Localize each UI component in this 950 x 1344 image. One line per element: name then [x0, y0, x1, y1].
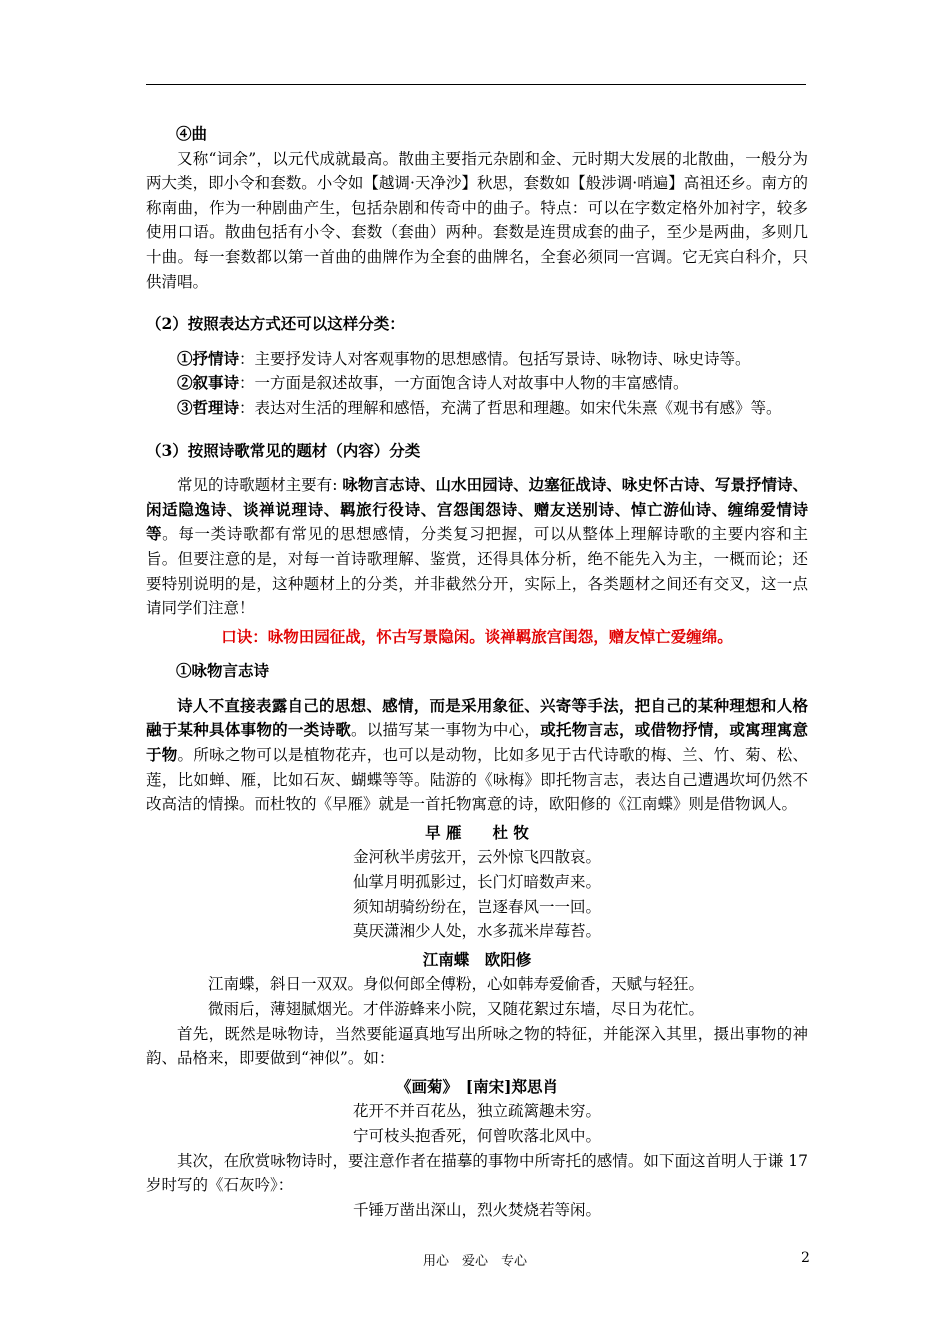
poem-line: 仙掌月明孤影过，长门灯暗数声来。 [352, 873, 601, 892]
yongwu-text-1: 。以描写某一事物为中心， [350, 721, 541, 740]
theme-paragraph [146, 473, 808, 621]
second-point-paragraph: 其次，在欣赏咏物诗时，要注意作者在描摹的事物中所寄托的感情。如下面这首明人于谦 17 岁时写的《石灰吟》： [146, 1151, 808, 1195]
list-item-text: ：表达对生活的理解和感悟，充满了哲思和理趣。如宋代朱熹《观书有感》等。 [239, 398, 782, 417]
yongwu-heading: ①咏物言志诗 [176, 661, 270, 681]
classify-2-heading: （2）按照表达方式还可以这样分类： [146, 314, 405, 334]
list-item-label: ②叙事诗 [177, 373, 240, 393]
poem-line: 宁可枝头抱香死，何曾吹落北风中。 [352, 1126, 601, 1145]
list-item-label: ③哲理诗 [177, 397, 240, 417]
theme-list: 咏物言志诗、山水田园诗、边塞征战诗、咏史怀古诗、写景抒情诗、闲适隐逸诗、谈禅说理诗、羁旅行役诗、宫怨闺怨诗、赠友送别诗、悼亡游仙诗、缠绵爱情诗等 [146, 475, 808, 544]
yongwu-definition: 诗人不直接表露自己的思想、感情，而是采用象征、兴寄等手法，把自己的某种理想和人格融于某种具体事物的一类诗歌 [146, 695, 808, 740]
theme-intro: 常见的诗歌题材主要有: [177, 476, 343, 495]
document-body [146, 122, 808, 1222]
footer-slogan: 用心 爱心 专心 [422, 1254, 527, 1269]
yongwu-text-2: 。所咏之物可以是植物花卉，也可以是动物，比如多见于古代诗歌的梅、兰、竹、菊、松、莲，比如蝉、雁，比如石灰、蝴蝶等等。陆游的《咏梅》即托物言志，表达自己遭遇坎坷仍然不改高洁的情操。而杜牧的《早雁》就是一首托物寓意的诗，欧阳修的《江南蝶》则是借物讽人。 [146, 746, 808, 814]
poem-line: 千锤万凿出深山，烈火焚烧若等闲。 [352, 1200, 601, 1219]
ci-line: 江南蝶，斜日一双双。身似何郎全傅粉，心如韩寿爱偷香，天赋与轻狂。 [208, 975, 705, 994]
poem-title-zaoyan: 早 雁 杜 牧 [425, 822, 529, 842]
list-item-narrative [146, 371, 808, 396]
poem-line: 花开不并百花丛，独立疏篱趣未穷。 [352, 1102, 601, 1121]
qu-paragraph: 又称“词余”，以元代成就最高。散曲主要指元杂剧和金、元时期大发展的北散曲，一般分为两大类，即小令和套数。小令如【越调·天净沙】秋思，套数如【般涉调·哨遍】高祖还乡。南方的称南曲，作为一种剧曲产生，包括杂剧和传奇中的曲子。特点：可以在字数定格外加衬字，较多使用口语。散曲包括有小令、套数（套曲）两种。套数是连贯成套的曲子，至少是两曲，多则几十曲。每一套数都以第一首曲的曲牌作为全套的曲牌名，全套必须同一宫调。它无宾白科介，只供清唱。 [146, 149, 808, 291]
list-item-lyric [146, 347, 808, 372]
ci-line: 微雨后，薄翅腻烟光。才伴游蜂来小院，又随花絮过东墙，尽日为花忙。 [208, 1000, 705, 1018]
first-point-paragraph: 首先，既然是咏物诗，当然要能逼真地写出所咏之物的特征，并能深入其里，摄出事物的神韵、品格来，即要做到“神似”。如： [146, 1024, 808, 1068]
list-item-text: ：主要抒发诗人对客观事物的思想感情。包括写景诗、咏物诗、咏史诗等。 [239, 349, 751, 368]
poem-line: 须知胡骑纷纷在，岂逐春风一一回。 [352, 897, 601, 916]
classify-3-heading: （3）按照诗歌常见的题材（内容）分类 [146, 440, 421, 460]
section-heading-qu: ④曲 [176, 124, 208, 143]
list-item-label: ①抒情诗 [177, 348, 240, 368]
mnemonic: 口诀：咏物田园征战，怀古写景隐闲。谈禅羁旅宫闺怨，赠友悼亡爱缠绵。 [221, 626, 733, 646]
poem-title-jiangnandie: 江南蝶 欧阳修 [422, 949, 532, 969]
page-number: 2 [801, 1250, 810, 1266]
poem-title-huaju: 《画菊》 [南宋]郑思肖 [396, 1076, 558, 1096]
list-item-philosophical [146, 396, 808, 421]
yongwu-methods: 或托物言志，或借物抒情，或寓理寓意于物 [146, 720, 808, 765]
poem-line: 金河秋半虏弦开，云外惊飞四散哀。 [352, 848, 601, 867]
theme-rest: 。每一类诗歌都有常见的思想感情，分类复习把握，可以从整体上理解诗歌的主要内容和主旨。但要注意的是，对每一首诗歌理解、鉴赏，还得具体分析，绝不能先入为主，一概而论；还要特别说明的是，这种题材上的分类，并非截然分开，实际上，各类题材之间还有交叉，这一点请同学们注意！ [146, 525, 808, 618]
header-rule [146, 84, 806, 85]
poem-line: 莫厌潇湘少人处，水多菰米岸莓苔。 [352, 922, 601, 941]
list-item-text: ：一方面是叙述故事，一方面饱含诗人对故事中人物的丰富感情。 [239, 374, 689, 393]
yongwu-paragraph [146, 694, 808, 817]
